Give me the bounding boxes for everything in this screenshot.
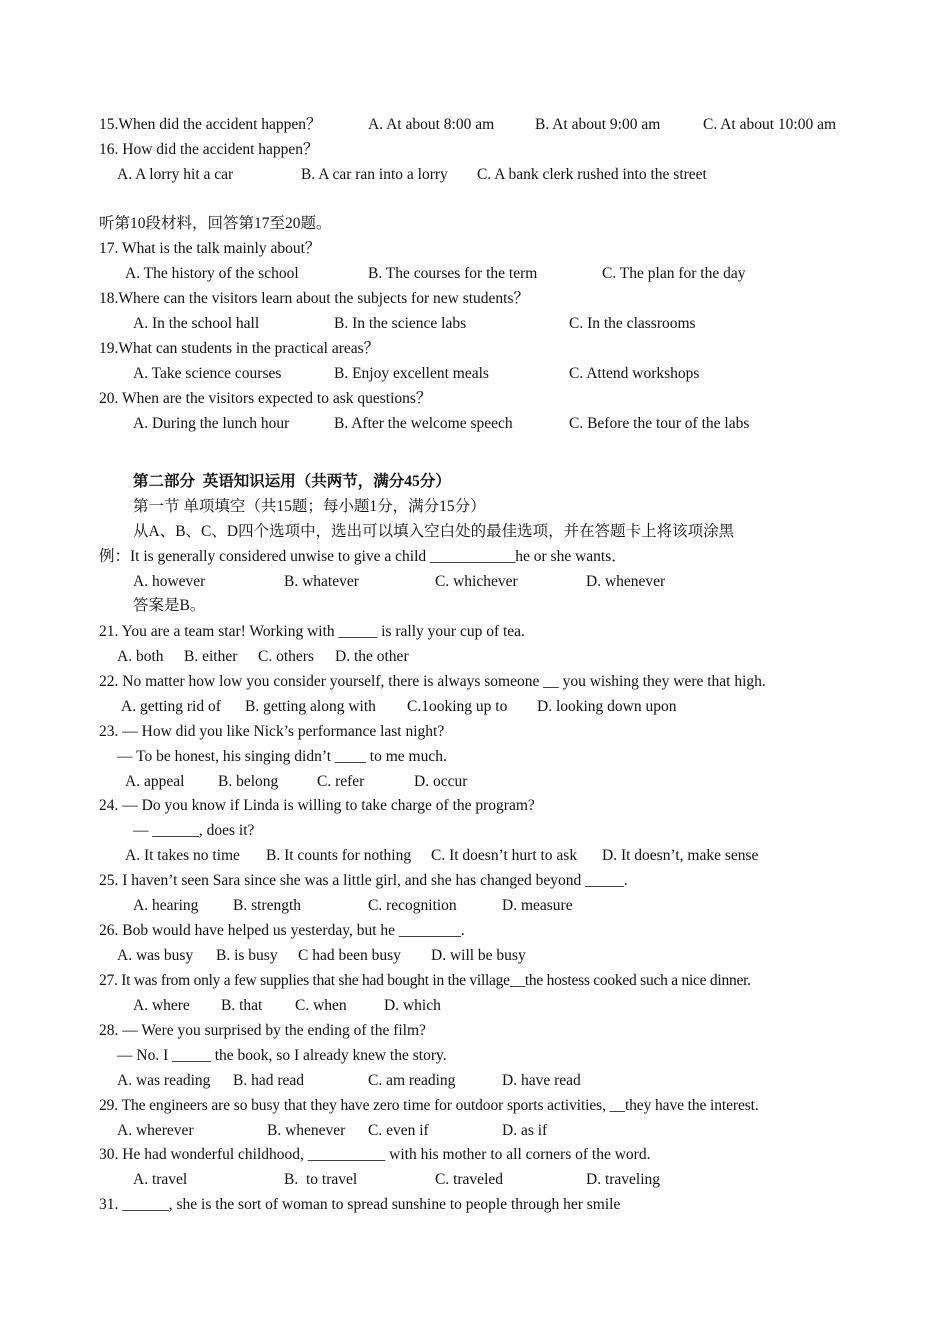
- q29-option-a: A. wherever: [117, 1122, 194, 1139]
- q16-option-a: A. A lorry hit a car: [117, 166, 234, 183]
- q28-option-a: A. was reading: [117, 1072, 211, 1089]
- q16-option-c: C. A bank clerk rushed into the street: [477, 166, 707, 183]
- q30-stem: 30. He had wonderful childhood, __________ with his mother to all corners of the word.: [99, 1146, 651, 1163]
- q17-option-b: B. The courses for the term: [368, 265, 538, 282]
- q15-option-c: C. At about 10:00 am: [703, 116, 837, 133]
- q25-option-a: A. hearing: [133, 897, 199, 914]
- q22-option-b: B. getting along with: [245, 698, 376, 715]
- q30-option-c: C. traveled: [435, 1171, 504, 1188]
- q24-reply: — ______, does it?: [133, 822, 255, 839]
- q28-reply: — No. I _____ the book, so I already knew the story.: [117, 1047, 447, 1064]
- example-option-b: B. whatever: [284, 573, 359, 590]
- q30-option-b: B. to travel: [284, 1171, 358, 1188]
- q30-option-d: D. traveling: [586, 1171, 661, 1188]
- part2-instructions: 从A、B、C、D四个选项中，选出可以填入空白处的最佳选项，并在答题卡上将该项涂黑: [133, 523, 735, 540]
- q24-option-b: B. It counts for nothing: [266, 847, 412, 864]
- q22-option-d: D. looking down upon: [537, 698, 677, 715]
- q28-stem: 28. — Were you surprised by the ending of the film?: [99, 1022, 426, 1039]
- q19-option-b: B. Enjoy excellent meals: [334, 365, 489, 382]
- q21-stem: 21. You are a team star! Working with _____ is rally your cup of tea.: [99, 623, 525, 640]
- q17-stem: 17. What is the talk mainly about？: [99, 240, 321, 257]
- q18-stem: 18.Where can the visitors learn about the subjects for new students？: [99, 290, 530, 307]
- q16-option-b: B. A car ran into a lorry: [301, 166, 448, 183]
- q26-stem: 26. Bob would have helped us yesterday, but he ________.: [99, 922, 465, 939]
- q25-option-b: B. strength: [233, 897, 302, 914]
- q23-option-b: B. belong: [218, 773, 279, 790]
- q22-option-c: C.1ooking up to: [407, 698, 508, 715]
- q28-option-d: D. have read: [502, 1072, 581, 1089]
- q23-reply: — To be honest, his singing didn’t ____ to me much.: [117, 748, 447, 765]
- q31-stem: 31. ______, she is the sort of woman to spread sunshine to people through her smile: [99, 1196, 621, 1213]
- q20-stem: 20. When are the visitors expected to ask questions？: [99, 390, 432, 407]
- q29-stem: 29. The engineers are so busy that they have zero time for outdoor sports activities, __they have the interest.: [99, 1097, 759, 1114]
- q29-option-b: B. whenever: [267, 1122, 346, 1139]
- q28-option-c: C. am reading: [368, 1072, 456, 1089]
- example-option-c: C. whichever: [435, 573, 518, 590]
- q15-option-a: A. At about 8:00 am: [368, 116, 495, 133]
- q17-option-a: A. The history of the school: [125, 265, 299, 282]
- q27-option-b: B. that: [221, 997, 263, 1014]
- q18-option-c: C. In the classrooms: [569, 315, 696, 332]
- q21-option-b: B. either: [184, 648, 238, 665]
- q24-option-a: A. It takes no time: [125, 847, 240, 864]
- q20-option-b: B. After the welcome speech: [334, 415, 513, 432]
- q25-option-c: C. recognition: [368, 897, 457, 914]
- section-10-heading: 听第10段材料，回答第17至20题。: [99, 215, 332, 232]
- q15-option-b: B. At about 9:00 am: [535, 116, 661, 133]
- q29-option-d: D. as if: [502, 1122, 548, 1139]
- q22-stem: 22. No matter how low you consider yourself, there is always someone __ you wishing they were that high.: [99, 673, 766, 690]
- q24-option-c: C. It doesn’t hurt to ask: [431, 847, 578, 864]
- q21-option-a: A. both: [117, 648, 164, 665]
- q23-option-d: D. occur: [414, 773, 468, 790]
- q15-stem: 15.When did the accident happen？: [99, 116, 322, 133]
- q19-option-c: C. Attend workshops: [569, 365, 700, 382]
- q25-option-d: D. measure: [502, 897, 573, 914]
- q30-option-a: A. travel: [133, 1171, 188, 1188]
- q21-option-c: C. others: [258, 648, 314, 665]
- q20-option-c: C. Before the tour of the labs: [569, 415, 750, 432]
- q19-stem: 19.What can students in the practical areas？: [99, 340, 380, 357]
- q23-stem: 23. — How did you like Nick’s performance last night?: [99, 723, 445, 740]
- q24-option-d: D. It doesn’t, make sense: [602, 847, 759, 864]
- q22-option-a: A. getting rid of: [121, 698, 221, 715]
- q26-option-a: A. was busy: [117, 947, 194, 964]
- q26-option-c: C had been busy: [298, 947, 401, 964]
- q27-option-a: A. where: [133, 997, 190, 1014]
- q16-stem: 16. How did the accident happen？: [99, 141, 319, 158]
- q17-option-c: C. The plan for the day: [602, 265, 746, 282]
- q21-option-d: D. the other: [335, 648, 409, 665]
- example-answer: 答案是B。: [133, 597, 206, 614]
- q27-option-d: D. which: [384, 997, 441, 1014]
- q26-option-b: B. is busy: [216, 947, 278, 964]
- part2-subtitle: 第一节 单项填空（共15题；每小题1分，满分15分）: [133, 498, 486, 515]
- q18-option-a: A. In the school hall: [133, 315, 260, 332]
- q26-option-d: D. will be busy: [431, 947, 526, 964]
- q23-option-c: C. refer: [317, 773, 365, 790]
- example-question: 例：It is generally considered unwise to give a child ___________he or she wants．: [99, 548, 627, 565]
- q25-stem: 25. I haven’t seen Sara since she was a little girl, and she has changed beyond _____.: [99, 872, 628, 889]
- q27-option-c: C. when: [295, 997, 347, 1014]
- q23-option-a: A. appeal: [125, 773, 185, 790]
- q19-option-a: A. Take science courses: [133, 365, 282, 382]
- example-option-a: A. however: [133, 573, 206, 590]
- q24-stem: 24. — Do you know if Linda is willing to take charge of the program?: [99, 797, 535, 814]
- q20-option-a: A. During the lunch hour: [133, 415, 290, 432]
- q27-stem: 27. It was from only a few supplies that she had bought in the village__the hostess cooked such a nice dinner.: [99, 972, 751, 989]
- q28-option-b: B. had read: [233, 1072, 305, 1089]
- part2-title: 第二部分 英语知识运用（共两节，满分45分）: [133, 473, 451, 490]
- example-option-d: D. whenever: [586, 573, 666, 590]
- q29-option-c: C. even if: [368, 1122, 429, 1139]
- q18-option-b: B. In the science labs: [334, 315, 467, 332]
